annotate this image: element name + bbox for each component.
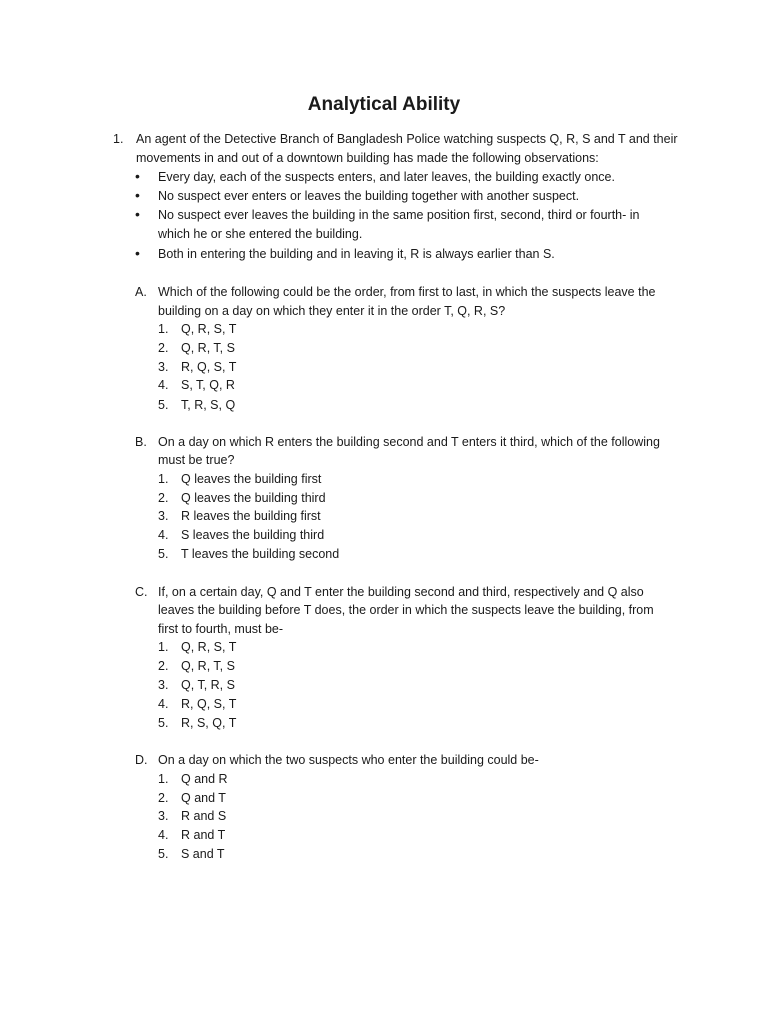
page-title: Analytical Ability [307, 94, 461, 115]
option-number: 3. [158, 509, 169, 523]
option-text: Q, T, R, S [181, 678, 235, 692]
option-number: 4. [158, 828, 169, 842]
option-number: 4. [158, 378, 169, 392]
part-question-line: On a day on which the two suspects who enter the building could be- [158, 753, 539, 767]
part-letter: C. [135, 585, 148, 599]
option-text: R and S [181, 809, 227, 823]
option-number: 2. [158, 491, 169, 505]
option-text: S leaves the building third [181, 528, 325, 542]
part-question-line: building on a day on which they enter it in the order T, Q, R, S? [158, 304, 506, 318]
option-number: 3. [158, 360, 169, 374]
option-text: R, Q, S, T [181, 697, 237, 711]
option-number: 3. [158, 809, 169, 823]
bullet-icon: • [135, 168, 140, 184]
part-letter: B. [135, 435, 147, 449]
observation-line: which he or she entered the building. [158, 227, 363, 241]
bullet-icon: • [135, 245, 140, 261]
option-text: S, T, Q, R [181, 378, 235, 392]
part-question-line: first to fourth, must be- [158, 622, 284, 636]
option-text: Q leaves the building third [181, 491, 326, 505]
option-text: Q, R, S, T [181, 322, 237, 336]
option-text: Q, R, T, S [181, 341, 235, 355]
bullet-icon: • [135, 187, 140, 203]
option-text: Q, R, T, S [181, 659, 235, 673]
part-question-line: Which of the following could be the order, from first to last, in which the suspects leave the [158, 285, 656, 299]
option-text: S and T [181, 847, 225, 861]
part-question-line: leaves the building before T does, the order in which the suspects leave the building, from [158, 603, 654, 617]
option-number: 5. [158, 716, 169, 730]
option-number: 5. [158, 847, 169, 861]
observation-line: Both in entering the building and in leaving it, R is always earlier than S. [158, 247, 555, 261]
option-text: R, Q, S, T [181, 360, 237, 374]
option-number: 2. [158, 341, 169, 355]
option-number: 1. [158, 772, 169, 786]
option-text: T leaves the building second [181, 547, 340, 561]
option-text: T, R, S, Q [181, 398, 236, 412]
question-intro-line: movements in and out of a downtown building has made the following observations: [136, 151, 599, 165]
option-text: Q and T [181, 791, 226, 805]
option-number: 1. [158, 472, 169, 486]
question-intro-line: An agent of the Detective Branch of Bangladesh Police watching suspects Q, R, S and T and their [136, 132, 678, 146]
option-number: 2. [158, 791, 169, 805]
option-number: 1. [158, 322, 169, 336]
option-number: 2. [158, 659, 169, 673]
part-question-line: If, on a certain day, Q and T enter the building second and third, respectively and Q also [158, 585, 644, 599]
observation-line: Every day, each of the suspects enters, and later leaves, the building exactly once. [158, 170, 615, 184]
option-text: Q, R, S, T [181, 640, 237, 654]
part-question-line: must be true? [158, 453, 235, 467]
observation-line: No suspect ever enters or leaves the building together with another suspect. [158, 189, 580, 203]
option-number: 1. [158, 640, 169, 654]
option-text: R and T [181, 828, 226, 842]
part-question-line: On a day on which R enters the building second and T enters it third, which of the following [158, 435, 660, 449]
option-number: 5. [158, 547, 169, 561]
option-text: R leaves the building first [181, 509, 321, 523]
option-text: Q leaves the building first [181, 472, 322, 486]
option-text: Q and R [181, 772, 228, 786]
option-number: 4. [158, 528, 169, 542]
part-letter: A. [135, 285, 147, 299]
question-number: 1. [113, 132, 124, 146]
option-number: 5. [158, 398, 169, 412]
option-text: R, S, Q, T [181, 716, 237, 730]
bullet-icon: • [135, 206, 140, 222]
option-number: 3. [158, 678, 169, 692]
observation-line: No suspect ever leaves the building in the same position first, second, third or fourth- in [158, 208, 640, 222]
part-letter: D. [135, 753, 148, 767]
option-number: 4. [158, 697, 169, 711]
